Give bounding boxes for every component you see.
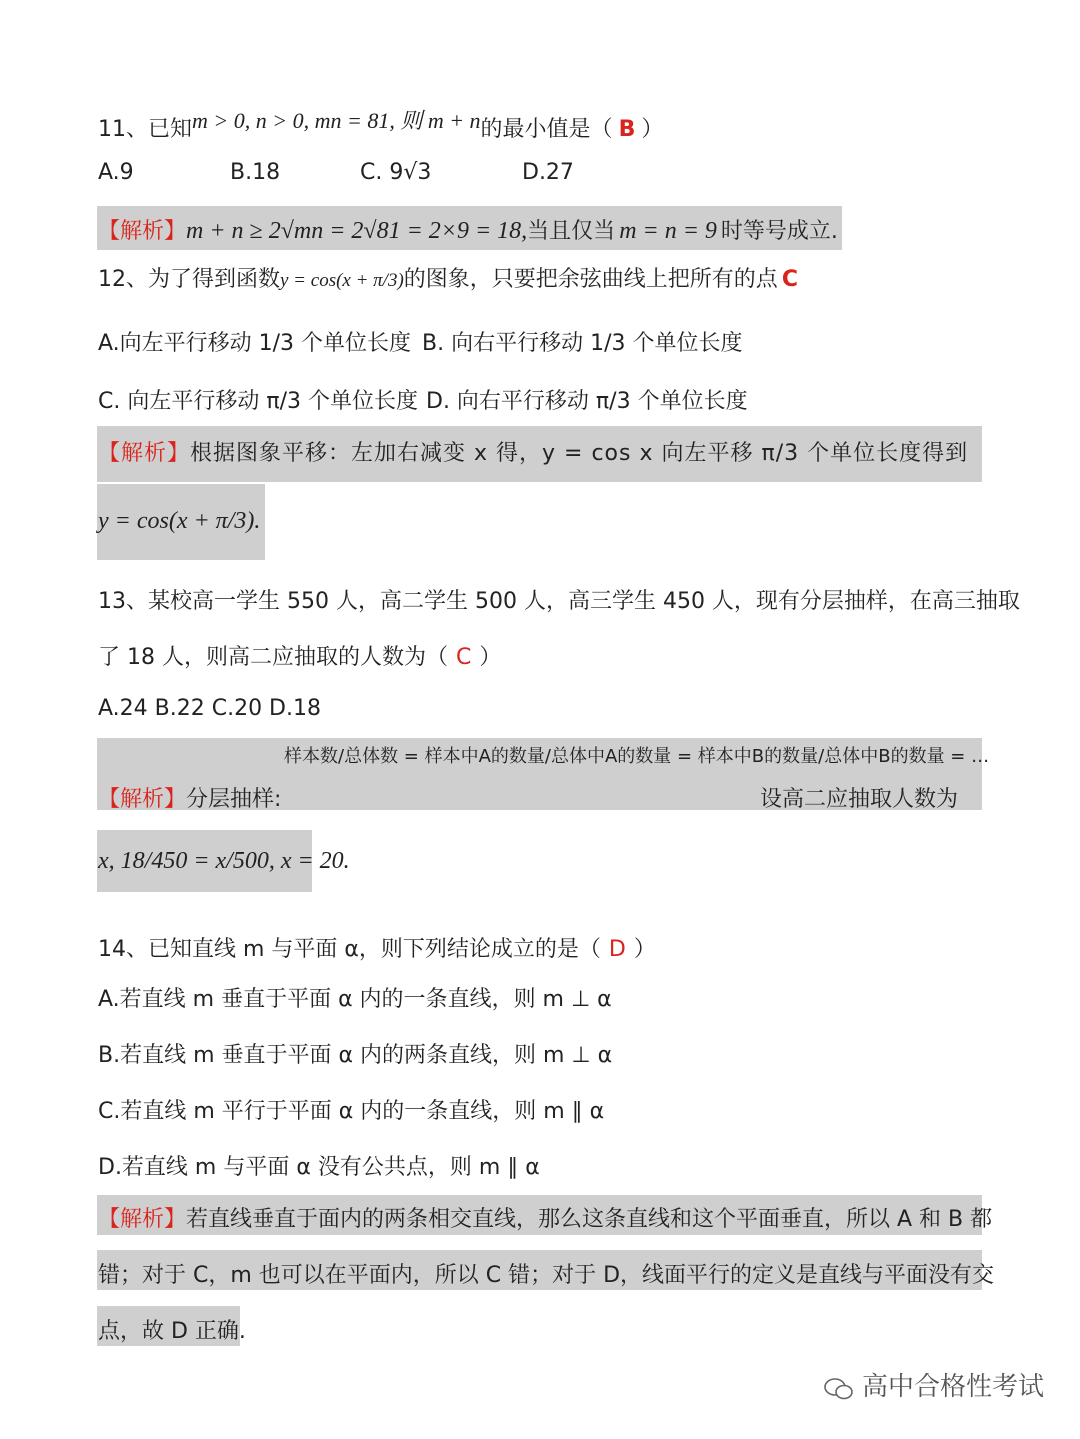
q11-analysis: 【解析】m + n ≥ 2√mn = 2√81 = 2×9 = 18,当且仅当 m = n = 9 时等号成立. xyxy=(98,218,838,244)
q13-ratio-formula: 样本数/总体数 = 样本中A的数量/总体中A的数量 = 样本中B的数量/总体中B的数量 = … xyxy=(284,746,990,767)
q13-options: A.24 B.22 C.20 D.18 xyxy=(98,696,321,721)
q13-stem-2: 了 18 人，则高二应抽取的人数为（ C ） xyxy=(98,645,502,670)
q12-answer: C xyxy=(781,267,798,292)
q14-analysis-2: 错；对于 C，m 也可以在平面内，所以 C 错；对于 D，线面平行的定义是直线与平面没有交 xyxy=(98,1263,995,1288)
wechat-icon xyxy=(824,1377,854,1399)
q11-option-b: B.18 xyxy=(230,160,281,185)
q14-stem: 14、已知直线 m 与平面 α，则下列结论成立的是（ D ） xyxy=(98,937,656,962)
q14-option-b: B.若直线 m 垂直于平面 α 内的两条直线，则 m ⊥ α xyxy=(98,1043,613,1068)
q12-option-d: D. 向右平行移动 π/3 个单位长度 xyxy=(426,389,748,414)
q13-stem-1: 13、某校高一学生 550 人，高二学生 500 人，高三学生 450 人，现有分层抽样，在高三抽取 xyxy=(98,589,1020,614)
q12-option-c: C. 向左平行移动 π/3 个单位长度 xyxy=(98,389,418,414)
q12-analysis: 【解析】根据图象平移：左加右减变 x 得，y = cos x 向左平移 π/3 个单位长度得到 xyxy=(98,441,969,466)
q14-option-a: A.若直线 m 垂直于平面 α 内的一条直线，则 m ⊥ α xyxy=(98,987,612,1012)
q11-option-d: D.27 xyxy=(522,160,574,185)
q11-option-c: C. 9√3 xyxy=(360,160,432,185)
q12-stem: 12、为了得到函数y = cos(x + π/3)的图象，只要把余弦曲线上把所有的点 C xyxy=(98,267,798,292)
q12-analysis-result: y = cos(x + π/3). xyxy=(98,508,261,534)
q13-analysis-result: x, 18/450 = x/500, x = 20. xyxy=(98,848,350,874)
q13-analysis-tail: 设高二应抽取人数为 xyxy=(760,787,959,812)
q13-analysis: 【解析】分层抽样: xyxy=(98,787,282,812)
q13-answer: C xyxy=(455,645,472,670)
q11-option-a: A.9 xyxy=(98,160,134,185)
q11-answer: B xyxy=(618,117,636,142)
q14-answer: D xyxy=(608,937,626,962)
q12-option-a: A.向左平行移动 1/3 个单位长度 xyxy=(98,331,412,356)
watermark: 高中合格性考试 xyxy=(824,1366,1044,1403)
q12-option-b: B. 向右平行移动 1/3 个单位长度 xyxy=(422,331,743,356)
q14-analysis-1: 【解析】若直线垂直于面内的两条相交直线，那么这条直线和这个平面垂直，所以 A 和 B 都 xyxy=(98,1207,993,1232)
q14-option-c: C.若直线 m 平行于平面 α 内的一条直线，则 m ∥ α xyxy=(98,1099,605,1124)
q14-analysis-3: 点，故 D 正确. xyxy=(98,1319,246,1344)
q14-option-d: D.若直线 m 与平面 α 没有公共点，则 m ∥ α xyxy=(98,1155,540,1180)
q11-stem: 11、已知m > 0, n > 0, mn = 81, 则 m + n的最小值是（ B ） xyxy=(98,108,664,142)
